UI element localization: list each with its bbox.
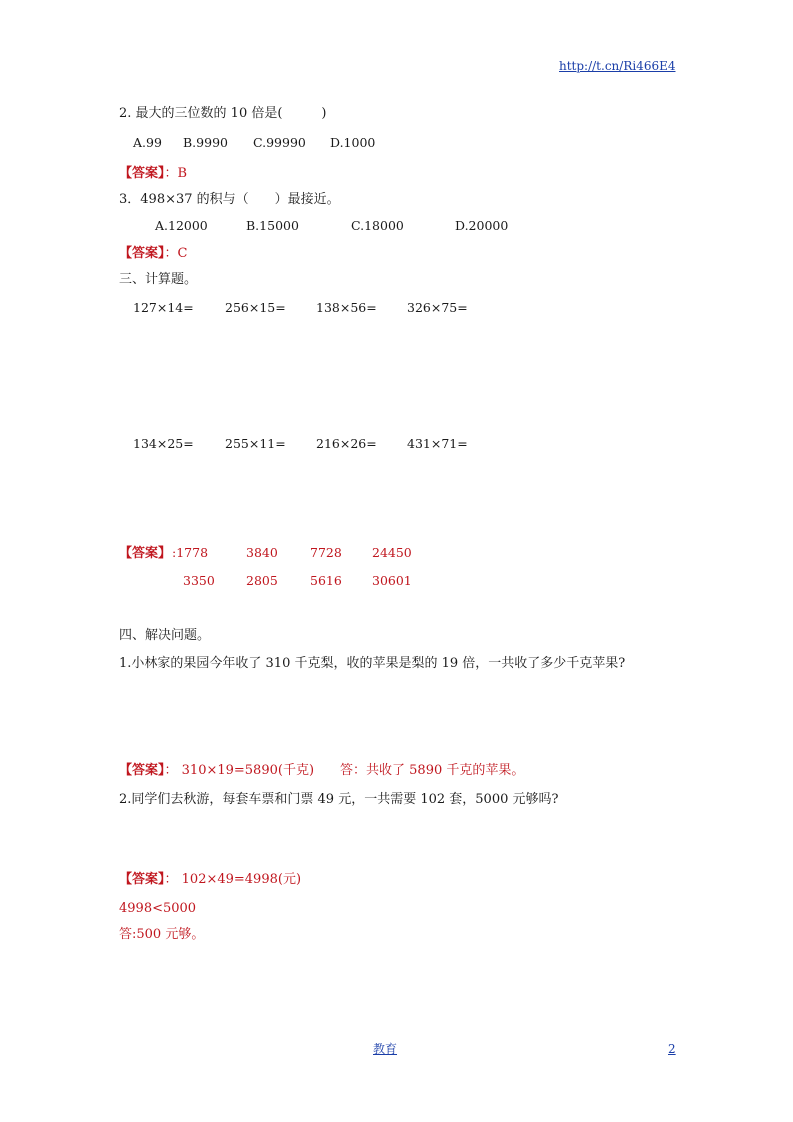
q3-answer-value: ：C [164, 246, 188, 261]
q2-answer-label: 【答案】 [119, 166, 165, 181]
calc-problem: 134×25= [133, 436, 194, 451]
q2-option-d: D.1000 [330, 135, 376, 150]
footer-page-number[interactable]: 2 [668, 1042, 676, 1056]
calc-problem: 216×26= [316, 436, 377, 451]
problem2-answer-label: 【答案】 [119, 872, 165, 887]
problem2-answer-line3: 答:500 元够。 [119, 927, 205, 942]
q3-option-a: A.12000 [155, 218, 208, 233]
calc-problem: 127×14= [133, 300, 194, 315]
q3-answer [119, 247, 187, 260]
calc-answer: 2805 [246, 573, 278, 588]
problem1-answer [119, 764, 524, 777]
q3-option-d: D.20000 [455, 218, 509, 233]
calc-problem: 326×75= [407, 300, 468, 315]
q3-option-b: B.15000 [246, 218, 299, 233]
calc-answer: 3840 [246, 545, 278, 560]
section3-answer-label: 【答案】 [119, 546, 172, 561]
problem1-answer-label: 【答案】 [119, 763, 165, 778]
q2-stem: 2. 最大的三位数的 10 倍是( ) [119, 106, 327, 121]
footer-center-link[interactable]: 教育 [373, 1042, 398, 1056]
section4-title: 四、解决问题。 [119, 628, 211, 643]
header-url-link[interactable]: http://t.cn/Ri466E4 [559, 59, 676, 73]
section3-title: 三、计算题。 [119, 272, 198, 287]
problem2-stem: 2.同学们去秋游，每套车票和门票 49 元，一共需要 102 套，5000 元够吗? [119, 792, 559, 807]
q2-answer-value: ：B [164, 166, 188, 181]
calc-answer: :1778 [172, 545, 209, 560]
q2-option-b: B.9990 [183, 135, 228, 150]
q2-option-a: A.99 [133, 135, 162, 150]
problem2-answer-line2: 4998<5000 [119, 901, 197, 916]
calc-problem: 431×71= [407, 436, 468, 451]
calc-problem: 138×56= [316, 300, 377, 315]
q2-option-c: C.99990 [253, 135, 306, 150]
calc-problem: 255×11= [225, 436, 286, 451]
problem2-answer [119, 873, 301, 886]
calc-answer: 3350 [183, 573, 215, 588]
calc-answer: 24450 [372, 545, 412, 560]
q3-option-c: C.18000 [351, 218, 404, 233]
problem2-answer-text: ： 102×49=4998(元) [164, 872, 302, 887]
problem1-answer-text: ： 310×19=5890(千克) 答：共收了 5890 千克的苹果。 [164, 763, 525, 778]
calc-answer: 5616 [310, 573, 342, 588]
q3-answer-label: 【答案】 [119, 246, 165, 261]
problem1-stem: 1.小林家的果园今年收了 310 千克梨，收的苹果是梨的 19 倍，一共收了多少千克苹果? [119, 656, 626, 671]
calc-answer: 30601 [372, 573, 412, 588]
calc-problem: 256×15= [225, 300, 286, 315]
q3-stem: 3．498×37 的积与（ ）最接近。 [119, 192, 340, 207]
calc-answer: 7728 [310, 545, 342, 560]
q2-answer [119, 167, 187, 180]
